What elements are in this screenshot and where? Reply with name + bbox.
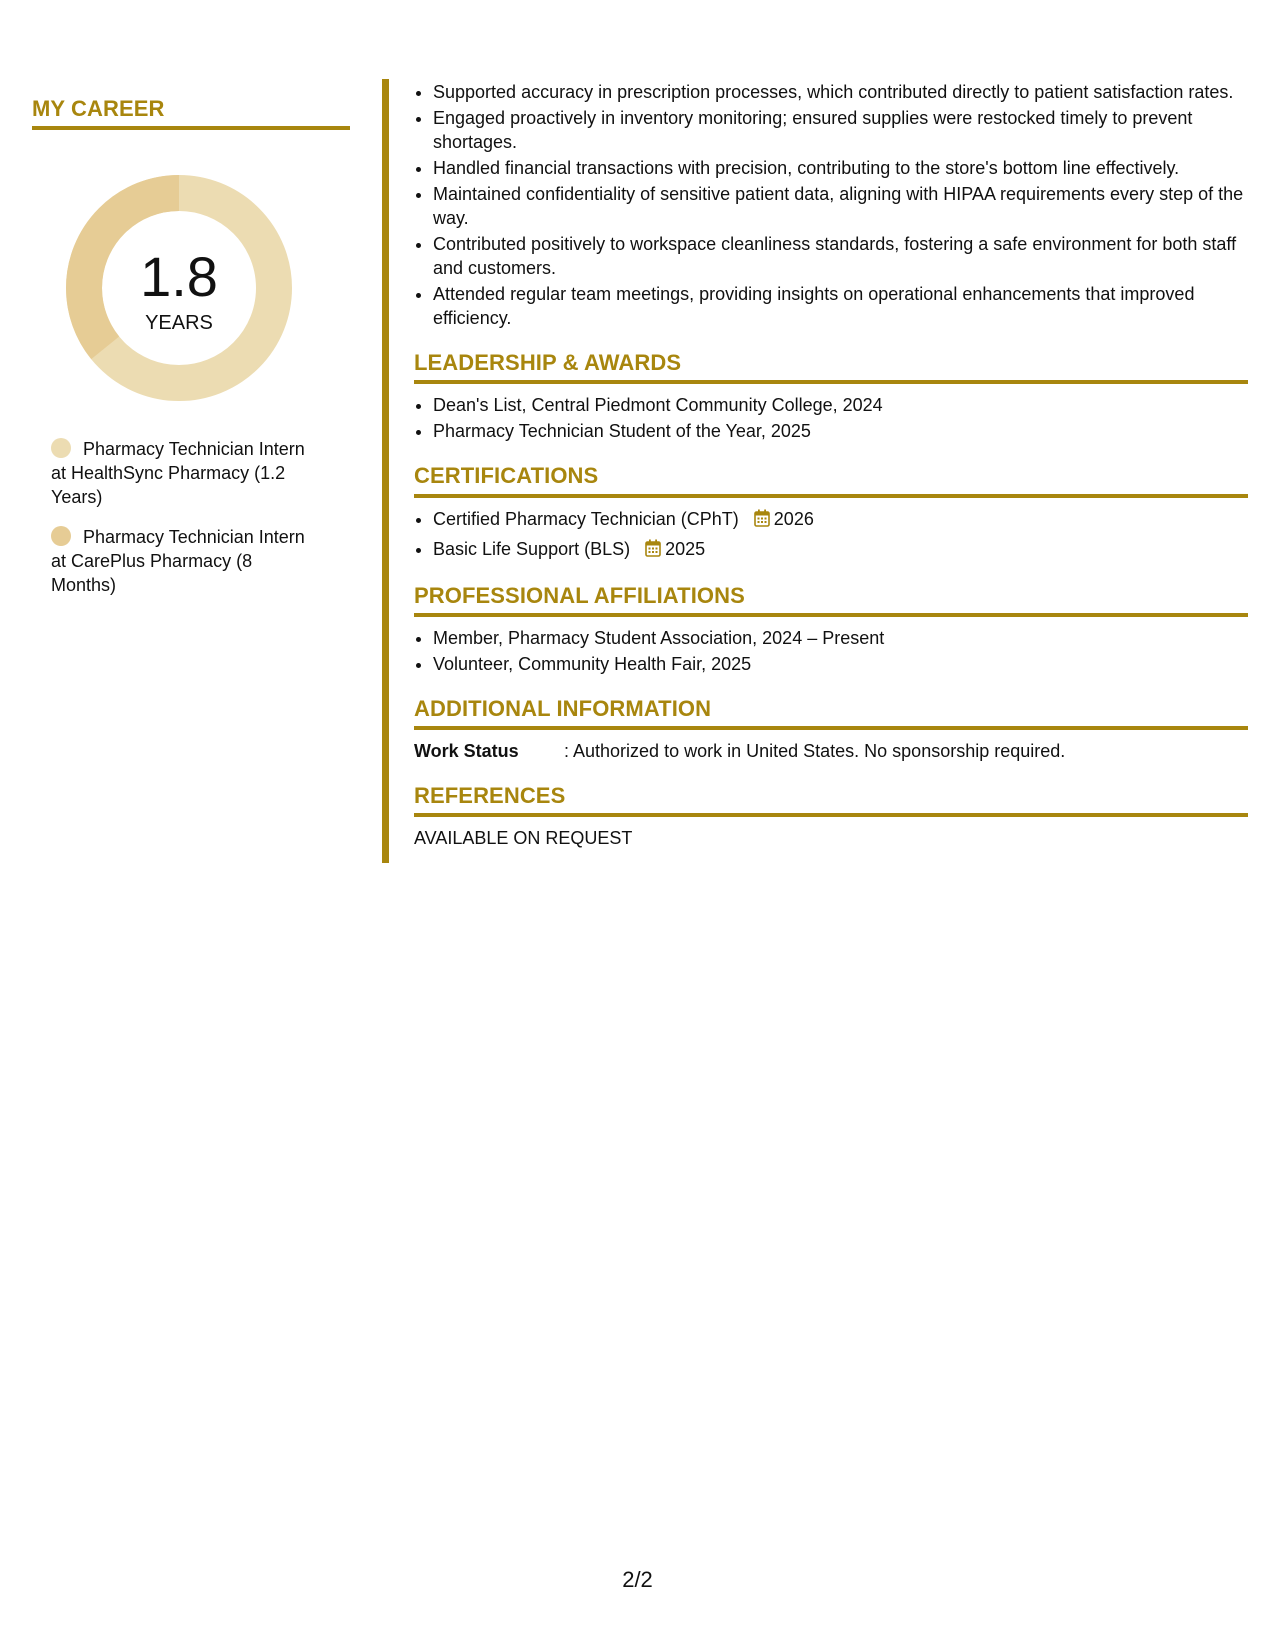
additional-info-heading: ADDITIONAL INFORMATION (414, 696, 1248, 730)
list-item: • Pharmacy Technician Student of the Year, 2025 (433, 419, 1248, 443)
additional-info-section (414, 696, 1248, 763)
leadership-list (414, 393, 1248, 443)
certification-name: Certified Pharmacy Technician (CPhT) (433, 508, 739, 529)
total-years-unit: YEARS (145, 312, 213, 335)
calendar-icon (645, 539, 661, 563)
list-item: • Member, Pharmacy Student Association, 2024 – Present (433, 626, 1248, 650)
list-item: • Maintained confidentiality of sensitive patient data, aligning with HIPAA requirements every step of the way. (433, 182, 1248, 230)
list-item: • Attended regular team meetings, providing insights on operational enhancements that improved efficiency. (433, 282, 1248, 330)
leadership-heading: LEADERSHIP & AWARDS (414, 350, 1248, 384)
legend-dot (51, 526, 71, 546)
certification-name: Basic Life Support (BLS) (433, 538, 631, 559)
affiliations-section (414, 583, 1248, 676)
work-status-label: Work Status (414, 741, 519, 762)
donut-center (66, 175, 292, 401)
work-status-value: : Authorized to work in United States. No sponsorship required. (564, 741, 1066, 762)
list-item: • Handled financial transactions with precision, contributing to the store's bottom line effectively. (433, 156, 1248, 180)
references-section (414, 783, 1248, 850)
certifications-list (414, 507, 1248, 563)
legend-label: Pharmacy Technician Intern at HealthSync Pharmacy (1.2 Years) (51, 439, 305, 508)
certifications-heading: CERTIFICATIONS (414, 463, 1248, 497)
references-heading: REFERENCES (414, 783, 1248, 817)
list-item: • Volunteer, Community Health Fair, 2025 (433, 652, 1248, 676)
legend-label: Pharmacy Technician Intern at CarePlus Pharmacy (8 Months) (51, 527, 305, 596)
leadership-section (414, 350, 1248, 443)
certification-year: 2026 (773, 508, 814, 529)
certifications-section (414, 463, 1248, 562)
certification-year: 2025 (665, 538, 706, 559)
list-item: • Engaged proactively in inventory monitoring; ensured supplies were restocked timely to prevent shortages. (433, 106, 1248, 154)
legend-item (51, 437, 321, 509)
legend-item (51, 525, 321, 597)
career-heading: MY CAREER (32, 96, 350, 130)
affiliations-heading: PROFESSIONAL AFFILIATIONS (414, 583, 1248, 617)
legend-dot (51, 438, 71, 458)
list-item: • Dean's List, Central Piedmont Community College, 2024 (433, 393, 1248, 417)
experience-bullet-list (414, 80, 1248, 330)
career-legend (51, 437, 321, 597)
career-panel (32, 96, 350, 613)
main-content (414, 80, 1248, 850)
work-status-row (414, 739, 1248, 763)
list-item: • Supported accuracy in prescription processes, which contributed directly to patient satisfaction rates. (433, 80, 1248, 104)
certification-item (433, 537, 1248, 563)
references-text: AVAILABLE ON REQUEST (414, 828, 633, 849)
list-item: • Contributed positively to workspace cleanliness standards, fostering a safe environment for both staff and customers. (433, 232, 1248, 280)
certification-item (433, 507, 1248, 533)
column-divider (382, 79, 389, 863)
affiliations-list (414, 626, 1248, 676)
calendar-icon (754, 509, 770, 533)
career-donut-chart (66, 175, 292, 401)
total-years-value: 1.8 (140, 245, 218, 309)
page-number: 2/2 (622, 1567, 653, 1592)
